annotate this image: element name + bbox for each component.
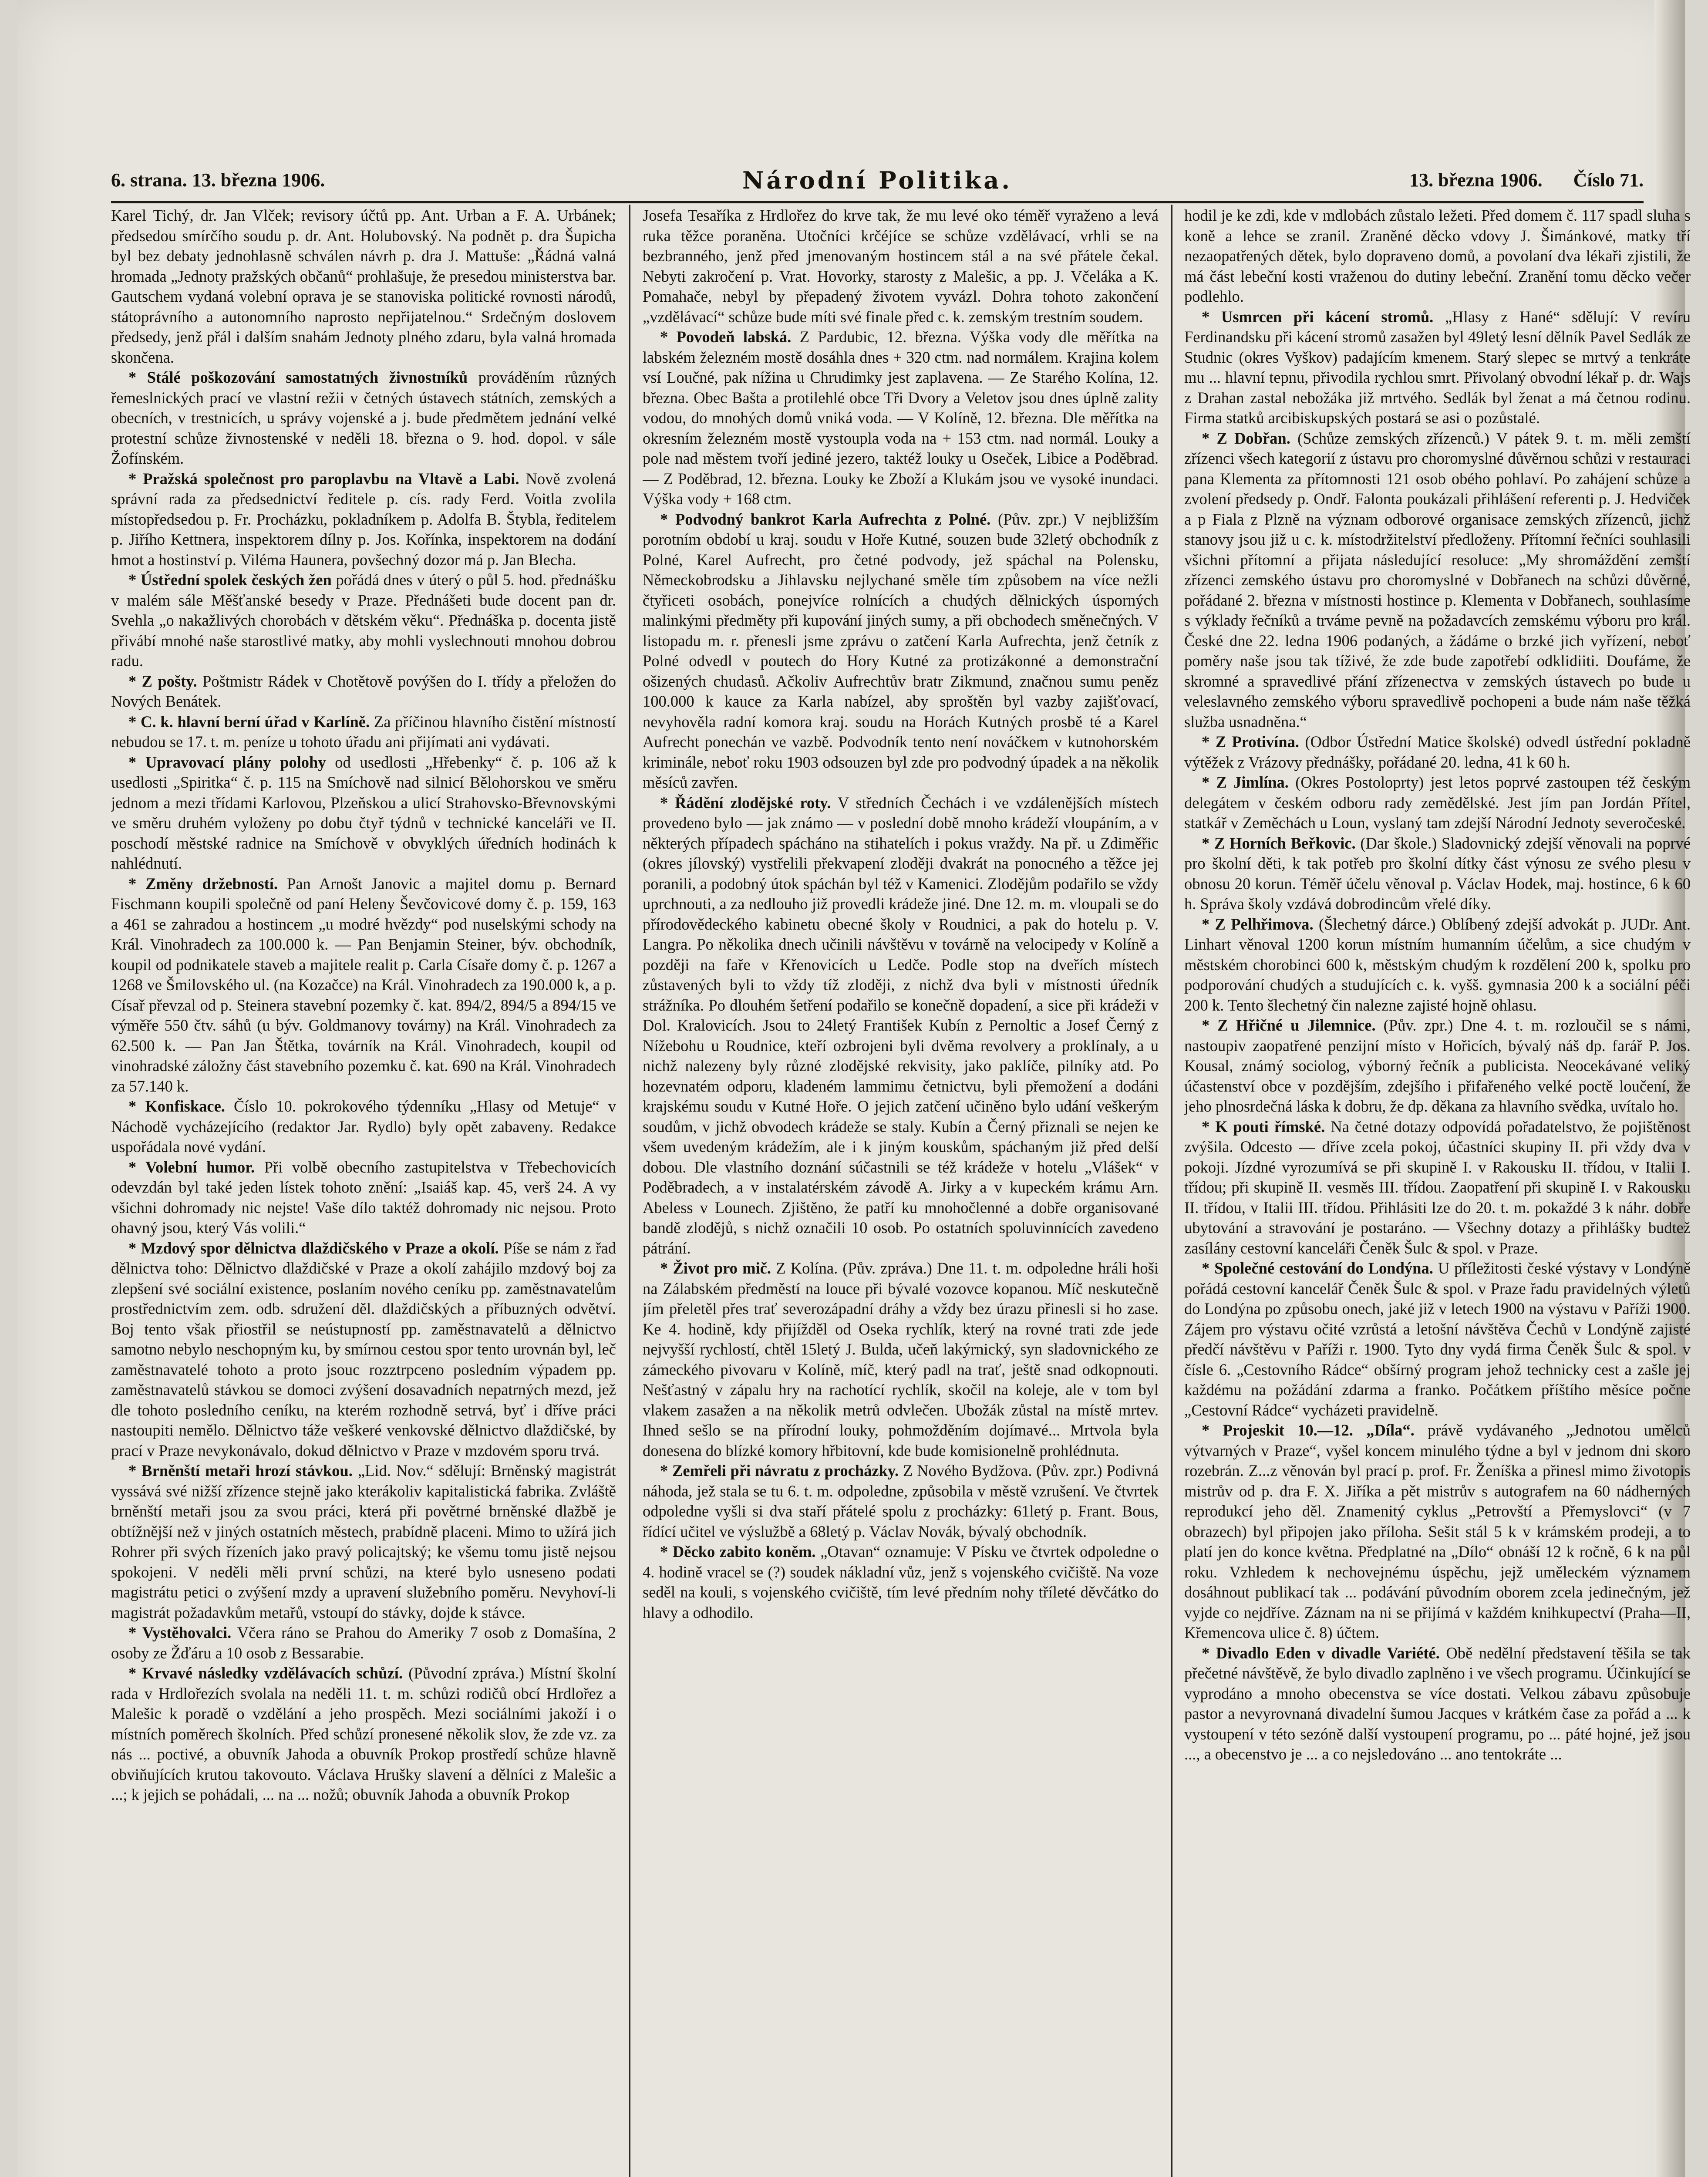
article-body: (Původní zpráva.) Místní školní rada v Hrdlořezích svolala na neděli 11. t. m. schůzi rodičů obcí Hrdlořez a Malešic k poradě o vzdělání a jeho prospěch. Mezi sociálními jakoží i o místních poměrech školních. Před schůzí pronesené několik slov, že zde vz. za nás ... poctivé, a obuvník Jahoda a obuvník Prokop prostředí schůze hlavně obviňujících krutou takovouto. Václava Hrušky slavení a dělníci z Malešic a ...; k jejich se pohádali, ... na ... nožů; obuvník Jahoda a obuvník Prokop <box>111 1664 616 1803</box>
article-paragraph <box>1184 914 1691 1016</box>
article-body: Včera ráno se Prahou do Ameriky 7 osob z Domašína, 2 osoby ze Žďáru a 10 osob z Bessarabie. <box>111 1624 616 1662</box>
article-headline: * Ústřední spolek českých žen <box>128 571 332 589</box>
article-paragraph <box>111 1238 616 1461</box>
article-body: „Hlasy z Hané“ sdělují: V revíru Ferdinandsku při kácení stromů zasažen byl 49letý lesní dělník Pavel Sedlák ze Studnic (okres Vyškov) padajícím kmenem. Starý slepec se mrtvý a tenkráte mu ... hlavní tepnu, přivodila rychlou smrt. Přivolaný obvodní lékař p. dr. Wajs z Drahan zastal nebožáka již mrtvého. Sedlák byl ženat a má četnou rodinu. Firma statků arcibiskupských postará se asi o pozůstalé. <box>1184 307 1691 427</box>
article-headline: * Řádění zlodějské roty. <box>660 793 831 812</box>
article-body: (Šlechetný dárce.) Oblíbený zdejší advokát p. JUDr. Ant. Linhart věnoval 1200 korun místním humanním účelům, a sice chudým v městském chorobinci 600 k, městským chudým k rozdělení 200 k, spolku pro podporování chudých a studujících c. k. vyšš. gymnasia 200 k a sociální péči 200 k. Tento šlechetný čin nalezne zajisté hojně ohlasu. <box>1184 915 1691 1014</box>
article-body: prováděním různých řemeslnických prací ve vlastní režii v četných ústavech státních, zemských a obecních, v trestnicích, u správy vojenské a j. bude předmětem jednání velké protestní schůze živnostenské v neděli 18. března o 9. hod. dopol. v sále Žofínském. <box>111 368 616 467</box>
article-headline: * Mzdový spor dělnictva dlaždičského v Praze a okolí. <box>128 1239 499 1257</box>
article-paragraph <box>1184 1643 1691 1765</box>
article-body: (Odbor Ústřední Matice školské) odvedl ústřední pokladně výtěžek z Vrázovy přednášky, pořádané 20. ledna, 41 k 60 h. <box>1184 733 1691 771</box>
article-headline: * Z pošty. <box>128 672 197 690</box>
article-headline: * Z Jimlína. <box>1202 773 1289 791</box>
article-paragraph <box>1184 206 1691 307</box>
article-paragraph <box>1184 428 1691 732</box>
article-paragraph <box>643 1542 1159 1623</box>
article-headline: * Z Dobřan. <box>1202 429 1290 447</box>
article-body: Na četné dotazy odpovídá pořadatelstvo, že pojištěnost zvýšila. Odcesto — dříve zcela pokoj, účastníci skupiny II. při vždy dva v pokoji. Jízdné vyrozumívá se při skupině I. v Rakousku II. třídou, v Italii I. třídou; při skupině II. vesměs III. třídou. Zaopatření při skupině I. v Rakousku II. třídou, v Italii III. třídou. Přihlásiti lze do 20. t. m. pokaždé 3 k náhr. dobře ubytování a stravování je postaráno. — Všechny dotazy a přihlášky budtež zasílány cestovní kanceláři Čeněk Šulc & spol. v Praze. <box>1184 1117 1691 1257</box>
article-paragraph <box>1184 307 1691 428</box>
article-paragraph <box>111 367 616 469</box>
header-rule <box>111 201 1644 203</box>
article-body: Za příčinou hlavního čistění místností nebudou se 17. t. m. peníze u tohoto úřadu ani přijímati ani vydávati. <box>111 712 616 751</box>
article-paragraph <box>1184 1117 1691 1259</box>
article-headline: * Život pro mič. <box>660 1259 771 1277</box>
article-headline: * Z Hřičné u Jilemnice. <box>1202 1016 1376 1034</box>
article-body: (Schůze zemských zřízenců.) V pátek 9. t. m. měli zemští zřízenci všech kategorií z ústavu pro choromyslné důvěrnou schůzi v restauraci pana Klementa za přítomnosti 121 osob obého pohlaví. Po zahájení schůze a zvolení předsedy p. Ondř. Falonta poukázali přihlášení referenti p. J. Hedviček a p Fiala z Plzně na význam odborové organisace zemských zřízenců, jichž stanovy jsou již u c. k. místodržitelství předloženy. Přítomní řečníci souhlasili všichni přítomní a přijata následující resoluce: „My shromáždění zemští zřízenci zemského ústavu pro choromyslné v Dobřanech na schůzi důvěrné, pořádané 2. března v místnosti hostince p. Klementa v Dobřanech, souhlasíme s výklady řečníků a trváme pevně na požadavcích zemskému výboru pro král. České dne 22. ledna 1906 podaných, a žádáme o brzké jich vyřízení, neboť poměry naše jsou tak tíživé, že zde bude zapotřebí odklidiiti. Doufáme, že skromné a spravedlivé přání zřízenectva v zemských ústavech po bude u veleslavného zemského výboru spravedlivě pochopeni a bude nám naše těžká služba usnadněna.“ <box>1184 429 1691 731</box>
article-body: Z Pardubic, 12. března. Výška vody dle měřítka na labském železném mostě dosáhla dnes + 320 ctm. nad normálem. Krajina kolem vsí Loučné, pak nížina u Chrudimky jest zaplavena. — Ze Starého Kolína, 12. března. Obec Bašta a protilehlé obce Tři Dvory a Veletov jsou dnes úplně zality vodou, do mnohých domů vniká voda. — V Kolíně, 12. března. Dle měřítka na okresním železném mostě vystoupla voda na + 153 ctm. nad normál. Louky a pole nad městem tvoří jediné jezero, taktéž louky u Oseček, Libice a Poděbrad. — Z Poděbrad, 12. března. Louky ke Zboží a Klukám jsou ve vysoké inundaci. Výška vody + 168 ctm. <box>643 328 1159 508</box>
issue-number: Číslo 71. <box>1573 169 1644 191</box>
article-body: Obě nedělní představení těšila se tak přečetné návštěvě, že bylo divadlo zaplněno i ve všech programu. Účinkující se vyprodáno a mnoho obecenstva se více dostati. Velkou zábavu způsobuje pastor a nevyrovnaná divadelní šumou Jacques v krátkém čase za pořád a ... k vystoupení v této sezóně další vystoupení programu, po ... páté hojné, jež jsou ..., a obecenstvo je ... a co nejsledováno ... ano tentokráte ... <box>1184 1644 1691 1763</box>
article-headline: * Stálé poškozování samostatných živnostníků <box>128 368 468 386</box>
text-column-2 <box>643 206 1159 2177</box>
article-body: právě vydávaného „Jednotou umělců výtvarných v Praze“, vyšel koncem minulého týdne a byl v jednom dni skoro rozebrán. Z...z věnován byl prací p. prof. Fr. Ženíška a přinesl mimo životopis mistrův od p. dra F. X. Jiříka a pět mistrův s autografem na 60 nádherných reprodukcí jeho děl. Znamenitý cyklus „Petrovští a Přemyslovci“ (v 7 obrazech) byl připojen jako příloha. Sešit stál 5 k v krámském prodeji, a to platí jen do konce května. Předplatné na „Dílo“ obnáší 12 k ročně, 6 k na půl roku. Vzhledem k nechovejnému úspěchu, jejž uměleckém významem dosáhnout publikací tak ... podávání původním oborem zcela jedinečným, jež vyjde co nejdříve. Záznam na ni se přijímá v každém knihkupectví (Praha—II, Křemencova ulice č. 8) účtem. <box>1184 1421 1691 1641</box>
article-headline: * Z Pelhřimova. <box>1202 915 1314 933</box>
article-headline: * Upravovací plány polohy <box>128 753 326 771</box>
article-paragraph <box>111 752 616 874</box>
article-paragraph <box>111 570 616 671</box>
text-column-3 <box>1184 206 1691 2177</box>
article-body: Poštmistr Rádek v Chotětově povýšen do I. třídy a přeložen do Nových Benátek. <box>111 672 616 710</box>
article-body: U příležitosti české výstavy v Londýně pořádá cestovní kancelář Čeněk Šulc & spol. v Praze řadu pravidelných výletů do Londýna po způsobu onech, jaké již v letech 1900 na výstavu v Paříži 1900. Zájem pro výstavu očité vzrůstá a letošní návštěva Čechů v Londýně zajisté předčí návštěvu v Paříži r. 1900. Tyto dny vydá firma Čeněk Šulc & spol. v čísle 6. „Cestovního Rádce“ obšírný program jehož technicky cest a zašle jej každému na požádání zdarma a franko. Počátkem příštího měsíce počne „Cestovní Rádce“ vycházeti pravidelně. <box>1184 1259 1691 1419</box>
article-body: V středních Čechách i ve vzdálenějších místech provedeno bylo — jak známo — v poslední době mnoho krádeží vloupáním, a v některých případech spácháno na stihatelích i pokus vraždy. Na př. u Zdiměřic (okres jílovský) vystřelili překvapení zloději dvakrát na ponocného a těžce jej poranili, a podobný útok spáchán byl též v Kamenici. Zlodějům podařilo se vždy uprchnouti, a za nedlouho již provedli krádeže jiné. Dne 12. m. m. vloupali se do přírodovědeckého kabinetu obecné školy v Roudnici, a pak do hotelu p. V. Langra. Po několika dnech učinili návštěvu v továrně na velocipedy v Kolíně a později na faře v Křenovicích u Ledče. Podle stop na dveřích místech zůstavených byli to vždy tíž zloději, z nichž dva byli v místnosti úředník strážníka. Po dlouhém šetření podařilo se konečně dopadení, a sice při krádeži v Dol. Kralovicích. Jsou to 24letý František Kubín z Pernoltic a Josef Černý z Nížebohu u Roudnice, kteří ozbrojeni byli dvěma revolvery a proklínaly, a u nichž nalezeny byly různé zlodějské rekvisity, jako paklíče, pilníky atd. Po hozevnatém odporu, kladeném lammimu četnictvu, byli přemožení a dodáni krajskému soudu v Kutné Hoře. O jejich zatčení učiněno bylo udání veškerým soudům, v jichž obvodech krádeže se staly. Kubín a Černý přiznali se nejen ke všem uvedeným krádežím, ale i k jiným kouskům, spáchaným již před delší dobou. Dle vlastního doznání súčastnili se též krádeže v hotelu „Vlášek“ v Poděbradech, a v instalatérském závodě A. Jirky a v kupeckém krámu Arn. Abeless v Lounech. Zjištěno, že patří ku mnohočlenné a dobře organisované bandě zlodějů, s nichž označili 10 osob. Po ostatních spoluvinnících zavedeno pátrání. <box>643 793 1159 1257</box>
article-paragraph <box>111 1157 616 1238</box>
issue-info <box>1409 169 1644 191</box>
article-headline: * Projeskit 10.—12. „Díla“. <box>1202 1421 1415 1439</box>
article-paragraph <box>643 206 1159 327</box>
article-headline: * K pouti římské. <box>1202 1117 1325 1136</box>
article-body: „Lid. Nov.“ sdělují: Brněnský magistrát vyssává své nižší zřízence stejně jako kterákoliv kapitalistická fabrika. Zvláště brněnští metaři jsou za svou práci, která při povětrné brněnské dlažbě je obtížnější než v jiných ostatních městech, prabídně placeni. Mimo to užírá jich Rohrer při svých řízeních jako pravý policajtský; ke všemu tomu jistě nejsou spokojeni. V neděli měli první schůzi, na které bylo usneseno podati magistrátu petici o zvýšení mzdy a upravení služebního poměru. Nevyhoví-li magistrát požadavkům metařů, vstoupí do stávky, dojde k stávce. <box>111 1462 616 1621</box>
article-paragraph <box>643 1258 1159 1461</box>
article-headline: * Zemřeli při návratu z procházky. <box>660 1462 899 1479</box>
article-headline: * Povodeň labská. <box>660 328 792 346</box>
article-paragraph <box>111 1623 616 1663</box>
article-body: Z Nového Bydžova. (Pův. zpr.) Podivná náhoda, jež stala se tu 6. t. m. odpoledne, způsobila v městě vzrušení. Ve čtvrtek odpoledne vyšli si dva staří přátelé spolu z procházky: 61letý p. Frant. Bous, řídící učitel ve výslužbě a 68letý p. Václav Novák, bývalý obchodník. <box>643 1462 1159 1540</box>
article-body: hodil je ke zdi, kde v mdlobách zůstalo ležeti. Před domem č. 117 spadl sluha s koně a lehce se zranil. Zraněné děcko vdovy J. Šimánkové, matky tří nezaopatřených dětek, bylo dopraveno domů, a povolaní dva lékaři zjistili, že má část lebeční kosti vraženou do dutiny lebeční. Zranění tomu děcko večer podlehlo. <box>1184 206 1691 305</box>
article-paragraph <box>1184 833 1691 914</box>
article-body: Karel Tichý, dr. Jan Vlček; revisory účtů pp. Ant. Urban a F. A. Urbánek; předsedou smírčího soudu p. dr. Ant. Holubovský. Na podnět p. dra Šupicha byl bez debaty jednohlasně schválen návrh p. dra J. Mattuše: „Řádná valná hromada „Jednoty pražských občanů“ prohlašuje, že presedou ministerstva bar. Gautschem vydaná volební oprava je se stanoviska politické rovnosti národů, státoprávního a autonomního naprosto nepřijatelnou.“ Srdečným doslovem předsedy, jenž přál i dalším snahám Jednoty plného zdaru, byla valná hromada skončena. <box>111 206 616 366</box>
article-headline: * Z Protivína. <box>1202 733 1299 751</box>
article-headline: * Vystěhovalci. <box>128 1624 232 1641</box>
article-paragraph <box>643 509 1159 793</box>
article-paragraph <box>1184 1015 1691 1117</box>
article-body: Při volbě obecního zastupitelstva v Třebechovicích odevzdán byl také jeden lístek tohoto znění: „Isaiáš kap. 45, verš 24. A vy všichni dohromady nic nejste! Vaše dílo taktéž dohromady nic nejsou. Proto ohavný jsou, který Vás volili.“ <box>111 1158 616 1237</box>
article-paragraph <box>111 874 616 1097</box>
column-divider <box>1171 205 1172 2177</box>
article-body: Číslo 10. pokrokového týdenníku „Hlasy od Metuje“ v Náchodě vycházejícího (redaktor Jar. Rydlo) byly opět zabaveny. Redakce uspořádala nové vydání. <box>111 1097 616 1156</box>
article-body: „Otavan“ oznamuje: V Písku ve čtvrtek odpoledne o 4. hodině vracel se (?) soudek nákladní vůz, jenž s vojenského cvičiště. Na voze seděl na kouli, s vojenského cvičiště, tím levé předním nohy tříleté děvčátko do hlavy a odhodilo. <box>643 1543 1159 1621</box>
article-body: (Pův. zpr.) V nejbližším porotním období u kraj. soudu v Hoře Kutné, souzen bude 32letý obchodník z Polné, Karel Aufrecht, pro četné podvody, jež spáchal na Polensku, Německobrodsku a Jihlavsku nejlychané směle tím způsobem na více nežli čtyřiceti osobách, ponejvíce rolnících a chudých dělnických úsporných malinkými předměty při kupování jiných sumy, a při obchodech směnečných. V listopadu m. r. přenesli jsme zprávu o zatčení Karla Aufrechta, jenž četník z Polné odvedl v poutech do Hory Kutné za protizákonné a demonstrační ošizených chudasů. Ačkoliv Aufrechtův bratr Zikmund, značnou sumu peněz 100.000 k kauce za Karla nabízel, aby sproštěn byl vazby zajišťovací, nevyhověla radní komora kraj. soudu na Horách Kutných prosbě té a Karel Aufrecht ponechán ve vazbě. Podvodník tento není nováčkem v kutnohorském kriminále, neboť roku 1903 odsouzen byl zde pro podvodný úpadek a na několik měsíců zavřen. <box>643 510 1159 791</box>
article-body: pořádá dnes v úterý o půl 5. hod. přednášku v malém sále Měšťanské besedy v Praze. Přednášeti bude docent pan dr. Svehla „o nakažlivých chorobách v dětském věku“. Přednáška p. docenta jistě přivábí mnohé naše starostlivé matky, aby mohli vyslechnouti mnohou dobrou radu. <box>111 571 616 670</box>
article-headline: * Usmrcen při kácení stromů. <box>1202 307 1434 326</box>
article-headline: * Děcko zabito koněm. <box>660 1543 816 1560</box>
article-paragraph <box>111 469 616 570</box>
article-paragraph <box>111 206 616 367</box>
article-body: (Pův. zpr.) Dne 4. t. m. rozloučil se s námi, nastoupiv zaopatřené penzijní místo v Hořicích, bývalý náš dp. farář P. Jos. Kousal, známý sociolog, výborný řečník a publicista. Neocekávané veliký účastenství obce v pozdějším, zdejšího i přifařeného velké poctě loučení, že jeho plnosrdečná láska k dobru, že dp. děkana za hlavního svědka, uvítalo ho. <box>1184 1016 1691 1115</box>
article-headline: * Změny držebností. <box>128 874 278 893</box>
article-headline: * Společné cestování do Londýna. <box>1202 1259 1433 1277</box>
article-headline: * Pražská společnost pro paroplavbu na Vltavě a Labi. <box>128 469 519 488</box>
page-header <box>111 166 1644 199</box>
article-headline: * Krvavé následky vzdělávacích schůzí. <box>128 1664 403 1682</box>
article-paragraph <box>1184 772 1691 833</box>
text-column-1 <box>111 206 616 2177</box>
article-paragraph <box>111 1663 616 1805</box>
article-paragraph <box>111 671 616 712</box>
article-headline: * C. k. hlavní berní úřad v Karlíně. <box>128 712 370 731</box>
issue-date: 13. března 1906. <box>1409 169 1543 191</box>
article-headline: * Volební humor. <box>128 1158 255 1176</box>
newspaper-page <box>17 0 1691 2177</box>
article-body: od usedlosti „Hřebenky“ č. p. 106 až k usedlosti „Spiritka“ č. p. 115 na Smíchově nad silnicí Bělohorskou ve směru jednom a mezi třídami Karlovou, Plzeňskou a ulicí Strahovsko-Břevnovskými ve směru druhém vyloženy po dobu čtyř týdnů v technické kanceláři ve II. poschodí městské radnice na Smíchově v obvyklých úředních hodinách k nahlédnutí. <box>111 753 616 872</box>
article-body: Z Kolína. (Pův. zpráva.) Dne 11. t. m. odpoledne hráli hoši na Zálabském předměstí na louce při bývalé vozovce kopanou. Míč neskutečně jím přeletěl přes trať severozápadní dráhy a vždy bez úrazu přinesli si ho zase. Ke 4. hodině, kdy přijížděl od Oseka rychlík, který na rovné trati zde jede nejvyšší rychlostí, chtěl 15letý J. Bulda, učeň lakýrnický, syn sladovnického ze zámeckého pivovaru v Kolíně, míč, který padl na trať, ještě snad odkopnouti. Nešťastný v zápalu hry na rachotící rychlík, skočil na koleje, ale v tom byl vlakem zasažen a na několik metrů odvlečen. Ubožák zůstal na místě mrtev. Ihned sešlo se na přírodní louky, pohmožděním dojímavé... Mrtvola byla donesena do blízké komory hřbitovní, kde bude komisionelně prohlédnuta. <box>643 1259 1159 1459</box>
article-paragraph <box>111 1461 616 1623</box>
article-paragraph <box>1184 732 1691 772</box>
article-paragraph <box>111 712 616 752</box>
article-paragraph <box>1184 1420 1691 1643</box>
article-paragraph <box>643 327 1159 509</box>
article-body: Josefa Tesaříka z Hrdlořez do krve tak, že mu levé oko téměř vyraženo a levá ruka těžce poraněna. Utočníci krčéjíce se schůze vzdělávací, vrhli se na bezbranného, jenž před jmenovaným hostincem stál a na své přátele čekal. Nebyti zakročení p. Vrat. Hovorky, starosty z Malešic, a pp. J. Včeláka a K. Pomahače, nebyl by přepadený životem vyvázl. Dohra tohoto zakončení „vzdělávací“ schůze bude míti své finale před c. k. zemským trestním soudem. <box>643 206 1159 326</box>
newspaper-title: Národní Politika. <box>742 166 1013 194</box>
article-headline: * Brněnští metaři hrozí stávkou. <box>128 1462 353 1479</box>
article-paragraph <box>111 1096 616 1157</box>
article-paragraph <box>643 1461 1159 1542</box>
article-body: Píše se nám z řad dělnictva toho: Dělnictvo dlaždičské v Praze a okolí zahájilo mzdový boj za zlepšení své sociální existence, poslaním nového ceníku pp. zaměstnavatelům prostřednictvím zem. odb. sdružení děl. dlaždičských a příbuzných odvětví. Boj tento však přiostřil se neústupností pp. zaměstnavatelů a dělnictvo samotno nebylo neschopným ku, by smírnou cestou spor tento urovnán byl, leč zaměstnavatelé tohoto a proto jsouc rozztrpceno posledním výpadem pp. zaměstnavatelů stávkou se domoci zvýšení dosavadních nepatrných mezd, jež dle tohoto posledního ceníku, na kterém rozhodně setrvá, byť i dříve práci nastoupiti nemělo. Dělnictvo táže veškeré venkovské dělnictvo dlaždičské, by prací v Praze nevykonávalo, dokud dělnictvo v Praze v mzdovém sporu trvá. <box>111 1239 616 1459</box>
article-body: (Okres Postoloprty) jest letos poprvé zastoupen též českým delegátem v českém odboru rady zemědělské. Jest jím pan Jordán Přítel, statkář v Zeměchách u Loun, vyslaný tam zdejší Národní Jednoty severočeské. <box>1184 773 1691 832</box>
article-headline: * Divadlo Eden v divadle Variété. <box>1202 1644 1440 1662</box>
article-paragraph <box>643 793 1159 1259</box>
article-body: (Dar škole.) Sladovnický zdejší věnovali na poprvé pro školní děti, k tak potřeb pro školní dítky část výnosu ze svého plesu v obnosu 20 korun. Téměř účelu věnoval p. Václav Hodek, maj. hostince, 6 k 60 h. Správa školy vzdává dobrodincům vřelé díky. <box>1184 834 1691 913</box>
article-headline: * Podvodný bankrot Karla Aufrechta z Polné. <box>660 510 991 528</box>
article-headline: * Z Horních Beřkovic. <box>1202 834 1356 852</box>
article-paragraph <box>1184 1258 1691 1420</box>
page-number-date: 6. strana. 13. března 1906. <box>111 169 325 191</box>
column-divider <box>629 205 630 2177</box>
article-body: Pan Arnošt Janovic a majitel domu p. Bernard Fischmann koupili společně od paní Heleny Ševčovicové domy č. p. 159, 163 a 461 se zahradou a hostincem „u modré hvězdy“ pod nuselskými schody na Král. Vinohradech za 100.000 k. — Pan Benjamin Steiner, býv. obchodník, koupil od podnikatele staveb a majitele realit p. Carla Císaře domy č. p. 1267 a 1268 ve Šmilovského ul. (na Kozačce) na Král. Vinohradech za 190.000 k, a p. Císař převzal od p. Steinera stavební pozemky č. kat. 894/2, 894/5 a 894/15 ve výměře 550 čtv. sáhů (u býv. Goldmanovy továrny) na Král. Vinohradech za 62.500 k. — Pan Jan Štětka, továrník na Král. Vinohradech, koupil od vinohradské záložny část stavebního pozemku č. kat. 690 na Král. Vinohradech za 57.140 k. <box>111 874 616 1095</box>
article-body: Nově zvolená správní rada za předsednictví ředitele p. cís. rady Ferd. Voitla zvolila místopředsedou p. Fr. Procházku, pokladníkem p. Adolfa B. Štybla, ředitelem p. Jiřího Kettnera, inspektorem dílny p. Jos. Kořínka, inspektorem na dodání hmot a hostinství p. Viléma Haunera, povšechný dozor má p. Jan Blecha. <box>111 469 616 569</box>
article-headline: * Konfiskace. <box>128 1097 225 1115</box>
